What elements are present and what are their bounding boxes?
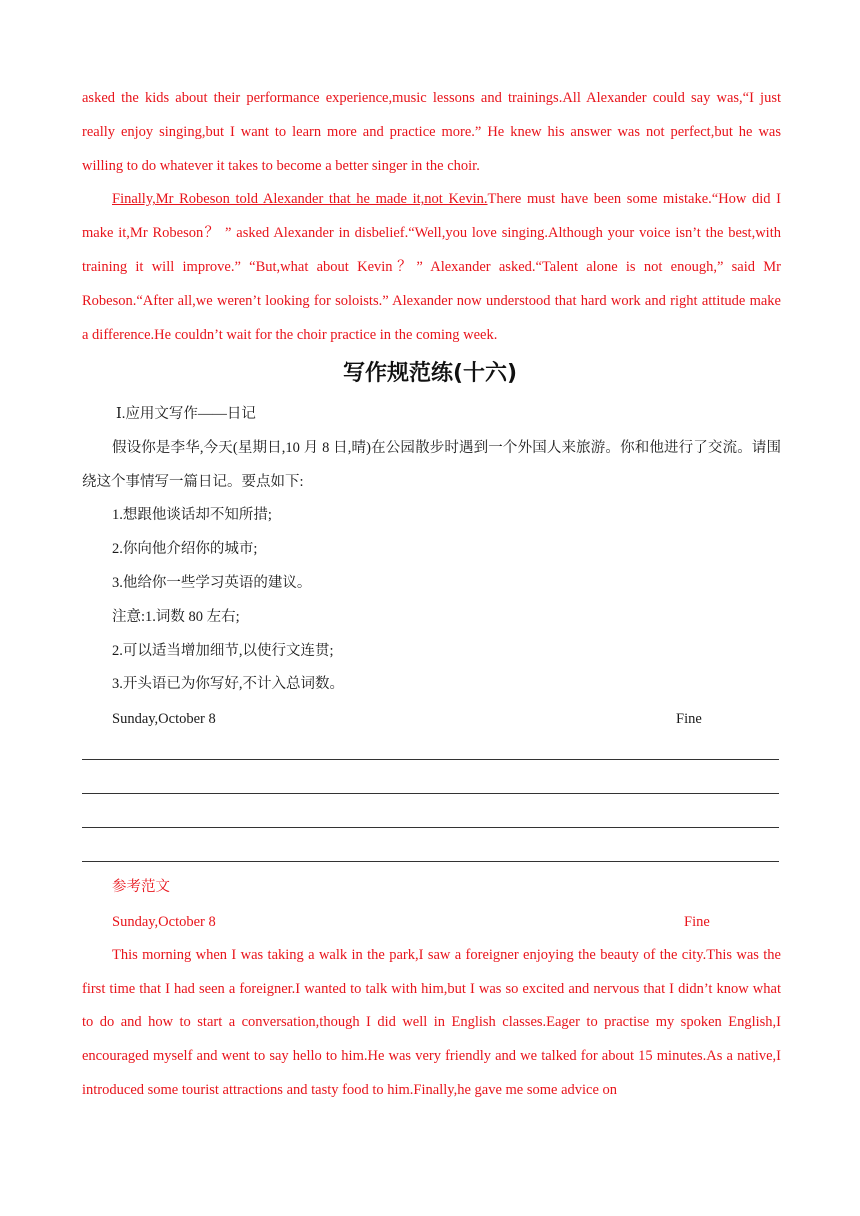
- task-prompt: 假设你是李华,今天(星期日,10 月 8 日,晴)在公园散步时遇到一个外国人来旅游。你和他进行了交流。请围绕这个事情写一篇日记。要点如下:: [82, 439, 781, 490]
- model-answer-header: [82, 905, 781, 939]
- story-passage: [82, 82, 781, 352]
- writing-line[interactable]: [82, 793, 779, 794]
- underlined-sentence: Finally,Mr Robeson told Alexander that he made it,not Kevin.: [112, 191, 488, 208]
- story-paragraph-1: asked the kids about their performance experience,music lessons and trainings.All Alexander could say was,“I just really enjoy singing,but I want to learn more and practice more.” He knew his answer was not perfect,but he was willing to do whatever it takes to become a better singer in the choir.: [82, 90, 781, 174]
- writing-line[interactable]: [82, 861, 779, 862]
- story-paragraph-2: [82, 183, 781, 352]
- writing-line[interactable]: [82, 759, 779, 760]
- model-answer-date: Sunday,October 8: [112, 913, 216, 930]
- writing-task: [82, 398, 781, 736]
- diary-date: Sunday,October 8: [112, 711, 216, 728]
- task-note-1: 注意:1.词数 80 左右;: [112, 608, 240, 625]
- task-note-3: 3.开头语已为你写好,不计入总词数。: [112, 676, 344, 693]
- model-answer-weather: Fine: [684, 913, 710, 930]
- model-answer-text: This morning when I was taking a walk in the park,I saw a foreigner enjoying the beauty of the city.This was the first time that I had seen a foreigner.I wanted to talk with him,but I was so excited and nervous that I didn’t know what to do and how to start a conversation,though I did well in English classes.Eager to practise my spoken English,I encouraged myself and went to say hello to him.He was very friendly and we talked for about 15 minutes.As a native,I introduced some tourist attractions and tasty food to him.Finally,he gave me some advice on: [82, 946, 781, 1098]
- model-answer-label: 参考范文: [112, 879, 170, 895]
- task-point-3: 3.他给你一些学习英语的建议。: [112, 574, 312, 591]
- writing-line[interactable]: [82, 827, 779, 828]
- task-note-2: 2.可以适当增加细节,以使行文连贯;: [112, 642, 334, 659]
- diary-header: [82, 702, 781, 736]
- model-answer: [82, 871, 781, 1108]
- diary-weather: Fine: [676, 711, 702, 728]
- story-paragraph-2-rest: There must have been some mistake.“How did I make it,Mr Robeson？ ” asked Alexander in disbelief.“Well,you love singing.Although your voice isn’t the best,with training it will improve.” “But,what about Kevin？” Alexander asked.“Talent alone is not enough,” said Mr Robeson.“After all,we weren’t looking for soloists.” Alexander now understood that hard work and right attitude make a difference.He couldn’t wait for the choir practice in the coming week.: [82, 191, 782, 343]
- section-title: 写作规范练(十六): [342, 361, 518, 386]
- task-point-2: 2.你向他介绍你的城市;: [112, 541, 258, 558]
- task-point-1: 1.想跟他谈话却不知所措;: [112, 507, 272, 524]
- task-heading: Ⅰ.应用文写作——日记: [116, 406, 256, 422]
